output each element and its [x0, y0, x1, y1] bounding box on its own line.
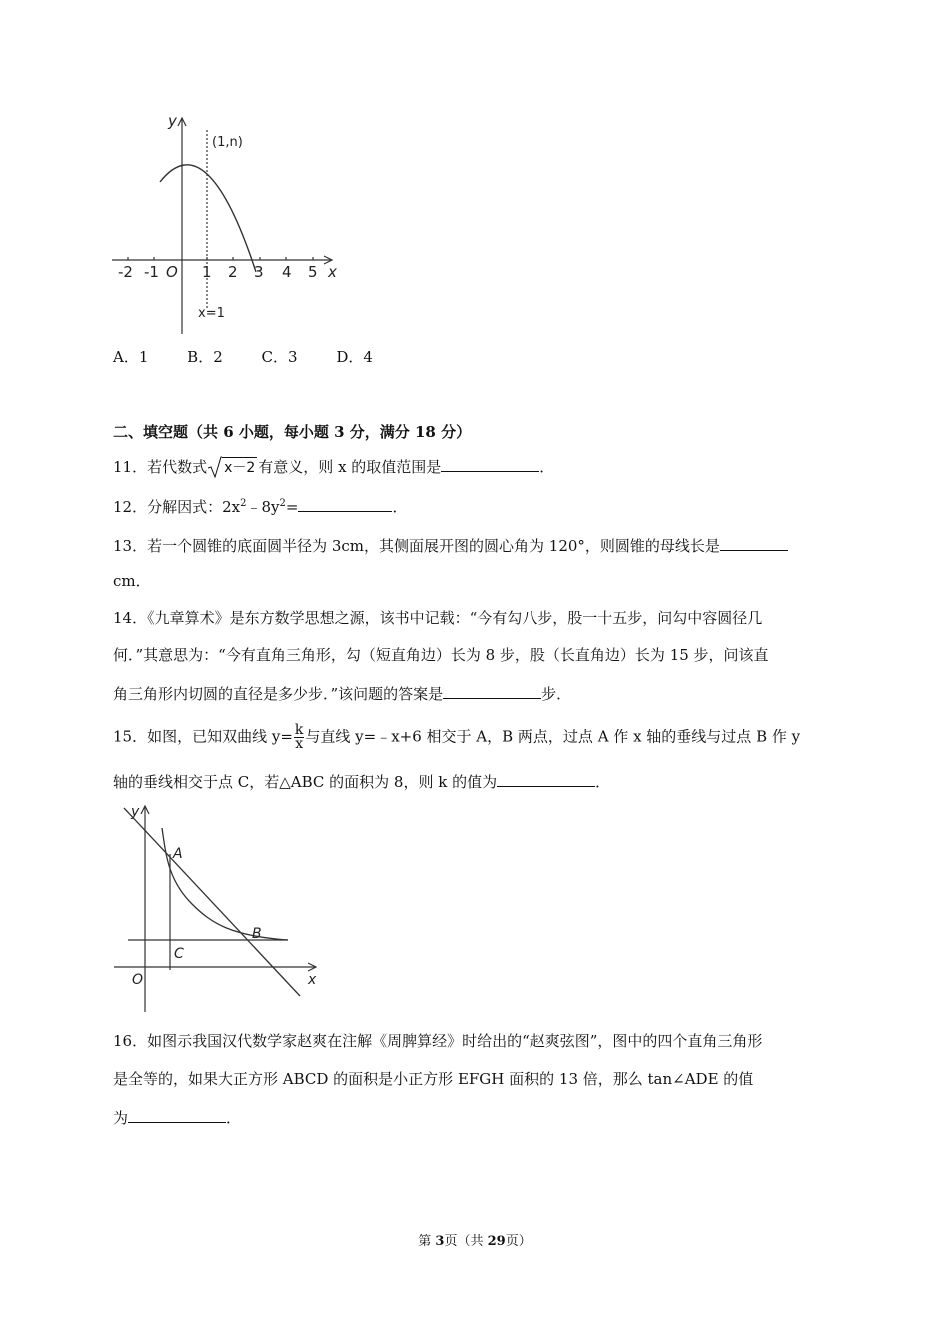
- q14-answer-blank[interactable]: [443, 682, 541, 699]
- q14-text-end: 步．: [541, 685, 572, 703]
- option-a: A．1: [113, 348, 149, 366]
- q12-text-pre: 12．分解因式：2x: [113, 498, 241, 516]
- straight-line: [124, 808, 300, 996]
- q15-fraction: [294, 724, 304, 751]
- q15-numerator: k: [294, 722, 304, 738]
- footer-pre: 第: [418, 1234, 436, 1249]
- footer-mid: 页（共: [444, 1234, 488, 1249]
- question-16-line-1: 16．如图示我国汉代数学家赵爽在注解《周脾算经》时给出的“赵爽弦图”，图中的四个直角三角形: [113, 1032, 763, 1050]
- q16-answer-blank[interactable]: [128, 1106, 226, 1123]
- vertex-label: (1,n): [212, 135, 243, 150]
- y-axis-label: y: [168, 112, 177, 130]
- hyperbola-figure: [112, 800, 322, 1015]
- parabola-figure: [110, 112, 340, 337]
- q15-text-end: ．: [595, 773, 611, 791]
- question-14-line-3: [113, 682, 571, 704]
- tick-label-n1: -1: [144, 263, 159, 281]
- q11-text-end: ．: [539, 458, 555, 476]
- footer-page-number: 3: [435, 1234, 445, 1249]
- q11-answer-blank[interactable]: [441, 455, 539, 472]
- q15-answer-blank[interactable]: [497, 770, 595, 787]
- q14-text-3: 角三角形内切圆的直径是多少步．”该问题的答案是: [113, 685, 444, 703]
- point-b-label: B: [252, 926, 262, 942]
- page-footer: [0, 1230, 950, 1249]
- q12-text-eq: =: [285, 498, 299, 516]
- tick-label-2: 2: [228, 263, 238, 281]
- symmetry-line-label: x=1: [198, 306, 225, 321]
- x-axis-label: x: [328, 263, 337, 281]
- question-12: [113, 495, 407, 517]
- option-d: D．4: [336, 348, 373, 366]
- q15-text-post: 与直线 y=﹣x+6 相交于 A，B 两点，过点 A 作 x 轴的垂线与过点 B 作 y: [305, 727, 801, 746]
- question-16-line-3: [113, 1106, 241, 1128]
- tick-label-1: 1: [202, 263, 212, 281]
- y-axis-label: y: [131, 804, 140, 820]
- q16-text-3: 为: [113, 1109, 129, 1127]
- question-14-line-1: 14．《九章算术》是东方数学思想之源，该书中记载：“今有勾八步，股一十五步，问勾中容圆径几: [113, 609, 763, 627]
- origin-label: O: [132, 972, 144, 988]
- q11-radicand: x－2: [222, 457, 257, 478]
- footer-total-pages: 29: [487, 1234, 506, 1249]
- q13-text-1: 13．若一个圆锥的底面圆半径为 3cm，其侧面展开图的圆心角为 120°，则圆锥的母线长是: [113, 537, 720, 555]
- tick-label-n2: -2: [118, 263, 133, 281]
- tick-label-3: 3: [254, 263, 264, 281]
- q12-exponent-2: 2: [279, 498, 286, 509]
- section-title: 二、填空题（共 6 小题，每小题 3 分，满分 18 分）: [113, 423, 472, 441]
- option-b: B．2: [187, 348, 223, 366]
- q11-radical: [208, 457, 257, 478]
- tick-label-4: 4: [282, 263, 292, 281]
- tick-label-5: 5: [308, 263, 318, 281]
- question-15-line-2: [113, 770, 610, 792]
- question-15-line-1: [113, 724, 800, 751]
- point-c-label: C: [174, 946, 184, 962]
- point-a-label: A: [173, 846, 183, 862]
- q15-text-2: 轴的垂线相交于点 C，若△ABC 的面积为 8，则 k 的值为: [113, 773, 498, 791]
- q15-denominator: x: [295, 736, 304, 752]
- q12-exponent-1: 2: [240, 498, 247, 509]
- x-axis-label: x: [308, 972, 317, 988]
- question-16-line-2: 是全等的，如果大正方形 ABCD 的面积是小正方形 EFGH 面积的 13 倍，那么 tan∠ADE 的值: [113, 1070, 754, 1088]
- answer-options: [113, 347, 407, 367]
- q12-text-mid: ﹣8y: [246, 498, 280, 516]
- option-c: C．3: [261, 348, 298, 366]
- q16-text-end: ．: [226, 1109, 242, 1127]
- footer-post: 页）: [505, 1234, 532, 1249]
- question-13-line-1: [113, 534, 788, 556]
- question-13-line-2: cm．: [113, 572, 151, 590]
- question-14-line-2: 何．”其意思为：“今有直角三角形，勾（短直角边）长为 8 步，股（长直角边）长为 15 步，问该直: [113, 646, 769, 664]
- hyperbola-curve: [162, 828, 288, 940]
- q15-text-pre: 15．如图，已知双曲线 y=: [113, 727, 293, 746]
- q11-text-pre: 11．若代数式: [113, 458, 208, 476]
- q11-text-post: 有意义，则 x 的取值范围是: [258, 458, 442, 476]
- parabola-curve: [160, 165, 256, 272]
- q13-answer-blank[interactable]: [720, 534, 788, 551]
- q12-answer-blank[interactable]: [298, 495, 392, 512]
- question-11: [113, 455, 554, 478]
- origin-label: O: [166, 263, 178, 281]
- q12-text-end: ．: [392, 498, 408, 516]
